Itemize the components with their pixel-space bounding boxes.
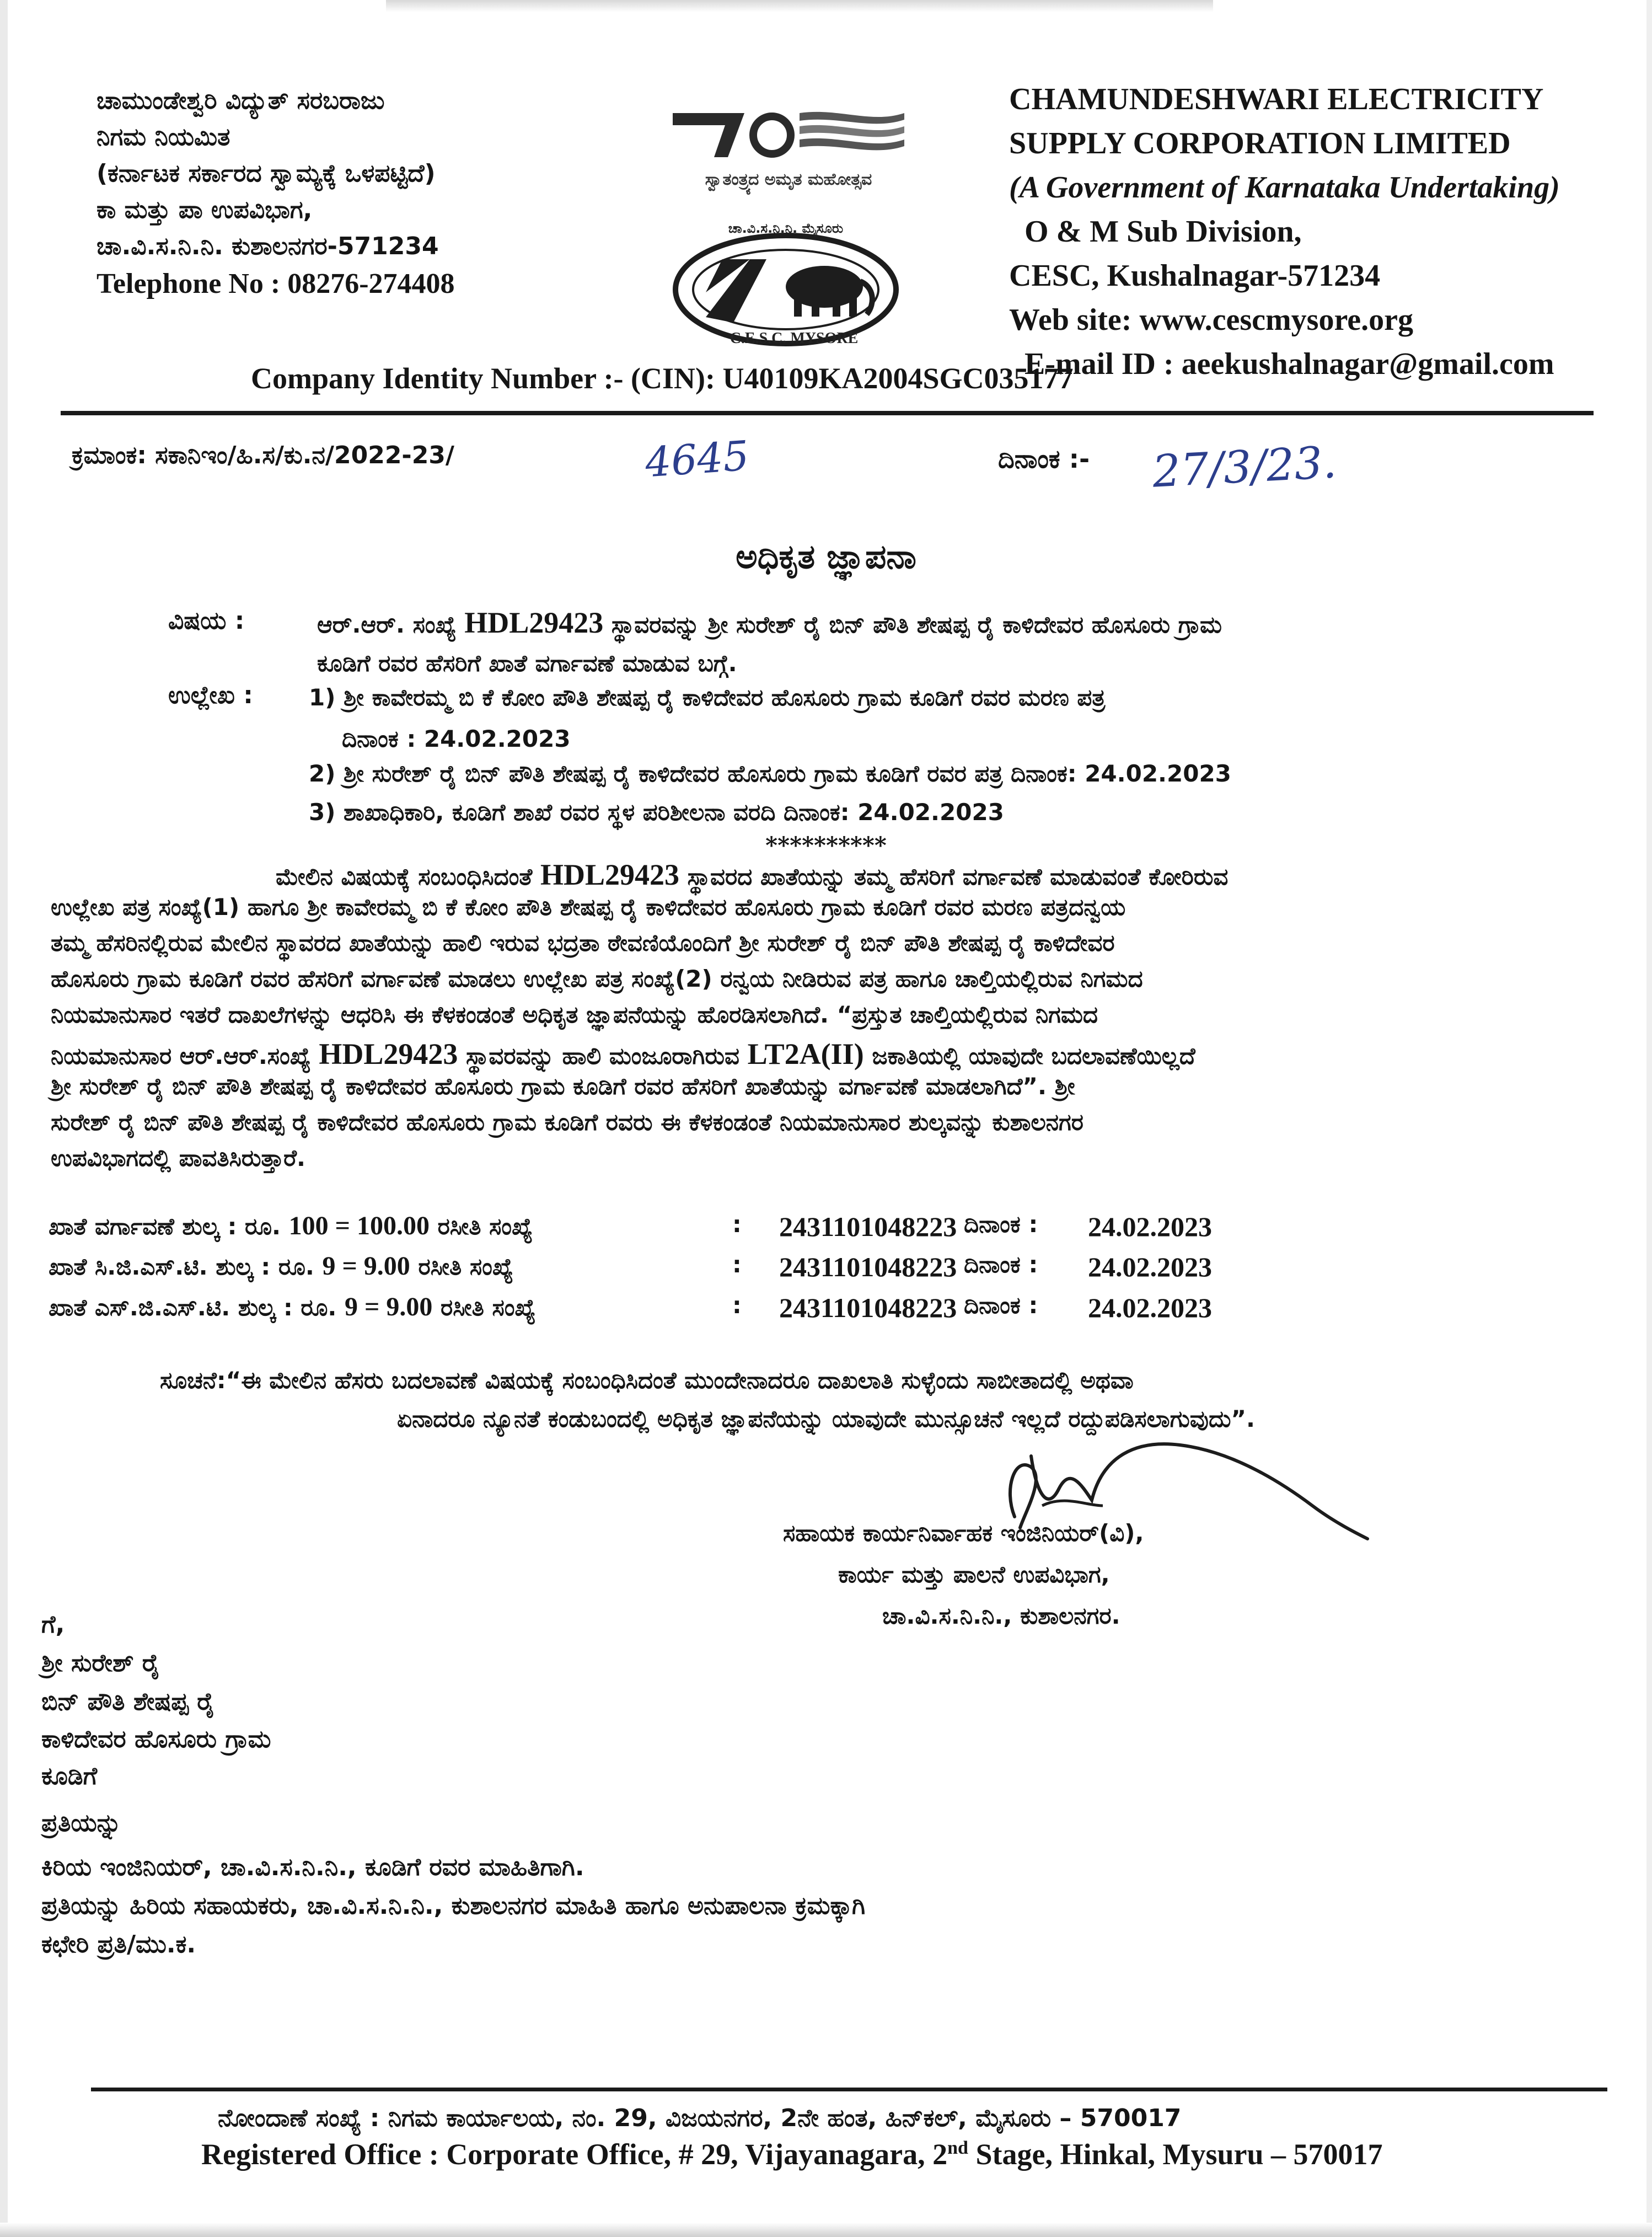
scan-edge-bottom <box>0 2223 1652 2237</box>
body-line-2: ಉಲ್ಲೇಖ ಪತ್ರ ಸಂಖ್ಯೆ(1) ಹಾಗೂ ಶ್ರೀ ಕಾವೇರಮ್ಮ ಬಿ ಕೆ ಕೋಂ ಪೌತಿ ಶೇಷಪ್ಪ ರೈ ಕಾಳಿದೇವರ ಹೊಸೂರು ಗ್ರಾಮ ಕೂಡಿಗೆ ರವರ ಮರಣ ಪತ್ರದನ್ವಯ <box>51 893 1126 921</box>
footer-en-post: Stage, Hinkal, Mysuru – 570017 <box>968 2138 1383 2171</box>
fee-label: ಖಾತೆ ಸಿ.ಜಿ.ಎಸ್.ಟಿ. ಶುಲ್ಕ : ರೂ. <box>49 1253 314 1280</box>
seal-bottom-text: C.E.S.C. MYSORE <box>730 330 859 347</box>
reference-3: 3) ಶಾಖಾಧಿಕಾರಿ, ಕೂಡಿಗೆ ಶಾಖೆ ರವರ ಸ್ಥಳ ಪರಿಶೀಲನಾ ವರದಿ ದಿನಾಂಕ: 24.02.2023 <box>309 799 1004 826</box>
office-address-en: CESC, Kushalnagar-571234 <box>1009 259 1381 293</box>
receipt-number: 2431101048223 <box>779 1292 957 1323</box>
email-id: E-mail ID : aeekushalnagar@gmail.com <box>1025 347 1554 381</box>
company-name-kn-1: ಚಾಮುಂಡೇಶ್ವರಿ ವಿದ್ಯುತ್ ಸರಬರಾಜು <box>96 87 385 115</box>
fee-amount: 100 = 100.00 <box>288 1211 430 1240</box>
body-line-7: ಶ್ರೀ ಸುರೇಶ್ ರೈ ಬಿನ್ ಪೌತಿ ಶೇಷಪ್ಪ ರೈ ಕಾಳಿದೇವರ ಹೊಸೂರು ಗ್ರಾಮ ಕೂಡಿಗೆ ರವರ ಹೆಸರಿಗೆ ಖಾತೆಯನ್ನು ವರ್ಗಾವಣೆ ಮಾಡಲಾಗಿದೆ”. ಶ್ರೀ <box>51 1073 1075 1100</box>
receipt-date-label: ದಿನಾಂಕ : <box>964 1251 1038 1278</box>
references-label: ಉಲ್ಲೇಖ : <box>168 681 253 709</box>
fee-colon: : <box>732 1251 742 1278</box>
copy-to-label: ಪ್ರತಿಯನ್ನು <box>41 1809 121 1837</box>
copy-to-line-1: ಕಿರಿಯ ಇಂಜಿನಿಯರ್, ಚಾ.ವಿ.ಸ.ನಿ.ನಿ., ಕೂಡಿಗೆ ರವರ ಮಾಹಿತಿಗಾಗಿ. <box>41 1853 584 1881</box>
fee-colon: : <box>732 1211 742 1238</box>
govt-undertaking-kn: (ಕರ್ನಾಟಕ ಸರ್ಕಾರದ ಸ್ವಾಮ್ಯಕ್ಕೆ ಒಳಪಟ್ಟಿದೆ) <box>96 159 436 188</box>
receipt-date-label: ದಿನಾಂಕ : <box>964 1292 1038 1319</box>
body-l6-mid: ಸ್ಥಾವರವನ್ನು ಹಾಲಿ ಮಂಜೂರಾಗಿರುವ <box>466 1042 739 1069</box>
footer-en-sup: nd <box>947 2138 968 2158</box>
registered-office-en <box>201 2137 1383 2171</box>
scan-edge-left <box>0 0 8 2237</box>
date-label: ದಿನಾಂಕ :- <box>998 444 1090 474</box>
letterhead-english <box>1009 77 1638 386</box>
office-address-kn: ಚಾ.ವಿ.ಸ.ನಿ.ನಿ. ಕುಶಾಲನಗರ-571234 <box>96 232 439 260</box>
addressee-to: ಗೆ, <box>41 1610 65 1639</box>
telephone-number: Telephone No : 08276-274408 <box>96 268 455 299</box>
receipt-date: 24.02.2023 <box>1088 1251 1212 1282</box>
receipt-label: ರಸೀತಿ ಸಂಖ್ಯೆ <box>441 1294 536 1321</box>
website: Web site: www.cescmysore.org <box>1009 303 1414 337</box>
company-name-kn-2: ನಿಗಮ ನಿಯಮಿತ <box>96 123 230 151</box>
footer-en-pre: Registered Office : Corporate Office, # 29, Vijayanagara, 2 <box>201 2138 948 2171</box>
body-line-8: ಸುರೇಶ್ ರೈ ಬಿನ್ ಪೌತಿ ಶೇಷಪ್ಪ ರೈ ಕಾಳಿದೇವರ ಹೊಸೂರು ಗ್ರಾಮ ಕೂಡಿಗೆ ರವರು ಈ ಕೆಳಕಂಡಂತೆ ನಿಯಮಾನುಸಾರ ಶುಲ್ಕವನ್ನು ಕುಶಾಲನಗರ <box>51 1109 1084 1136</box>
note-line-2: ಏನಾದರೂ ನ್ಯೂನತೆ ಕಂಡುಬಂದಲ್ಲಿ ಅಧಿಕೃತ ಜ್ಞಾಪನೆಯನ್ನು ಯಾವುದೇ ಮುನ್ಸೂಚನೆ ಇಲ್ಲದೆ ರದ್ದುಪಡಿಸಲಾಗುವುದು”. <box>397 1405 1255 1432</box>
receipt-label: ರಸೀತಿ ಸಂಖ್ಯೆ <box>437 1213 533 1240</box>
fee-amount: 9 = 9.00 <box>345 1292 433 1321</box>
receipt-number: 2431101048223 <box>779 1251 957 1282</box>
addressee-line-1: ಶ್ರೀ ಸುರೇಶ್ ರೈ <box>41 1649 160 1677</box>
receipt-number: 2431101048223 <box>779 1211 957 1242</box>
body-line-9: ಉಪವಿಭಾಗದಲ್ಲಿ ಪಾವತಿಸಿರುತ್ತಾರೆ. <box>51 1144 306 1171</box>
registered-office-kn: ನೋಂದಾಣೆ ಸಂಖ್ಯೆ : ನಿಗಮ ಕಾರ್ಯಾಲಯ, ನಂ. 29, ವಿಜಯನಗರ, 2ನೇ ಹಂತ, ಹಿನ್‌ಕಲ್, ಮೈಸೂರು – 570017 <box>218 2104 1182 2132</box>
fee-row-transfer <box>49 1211 1212 1242</box>
signatory-designation: ಸಹಾಯಕ ಕಾರ್ಯನಿರ್ವಾಹಕ ಇಂಜಿನಿಯರ್(ವಿ), <box>783 1519 1144 1546</box>
handwritten-reference-number: 4645 <box>643 432 751 487</box>
seal-top-text: ಚಾ.ವಿ.ಸ.ನಿ.ನಿ. ಮೈಸೂರು <box>728 221 844 236</box>
document-title: ಅಧಿಕೃತ ಜ್ಞಾಪನಾ <box>736 538 916 576</box>
addressee-line-3: ಕಾಳಿದೇವರ ಹೊಸೂರು ಗ್ರಾಮ <box>41 1725 271 1753</box>
body-l6-rr: HDL29423 <box>319 1037 458 1071</box>
body-line-5: ನಿಯಮಾನುಸಾರ ಇತರೆ ದಾಖಲೆಗಳನ್ನು ಆಧರಿಸಿ ಈ ಕೆಳಕಂಡಂತೆ ಅಧಿಕೃತ ಜ್ಞಾಪನೆಯನ್ನು ಹೊರಡಿಸಲಾಗಿದೆ. “ಪ್ರಸ್ತುತ ಚಾಲ್ತಿಯಲ್ಲಿರುವ ನಿಗಮದ <box>51 1001 1098 1028</box>
body-l6-pre: ನಿಯಮಾನುಸಾರ ಆರ್.ಆರ್.ಸಂಖ್ಯೆ <box>51 1042 311 1069</box>
company-name-en-1: CHAMUNDESHWARI ELECTRICITY <box>1009 82 1544 116</box>
signatory-subdivision: ಕಾರ್ಯ ಮತ್ತು ಪಾಲನೆ ಉಪವಿಭಾಗ, <box>838 1561 1110 1588</box>
separator-stars: ********** <box>765 832 887 859</box>
fee-label: ಖಾತೆ ಎಸ್.ಜಿ.ಎಸ್.ಟಿ. ಶುಲ್ಕ : ರೂ. <box>49 1294 337 1321</box>
subject-line-2: ಕೂಡಿಗೆ ರವರ ಹೆಸರಿಗೆ ಖಾತೆ ವರ್ಗಾವಣೆ ಮಾಡುವ ಬಗ್ಗೆ. <box>317 650 737 677</box>
subject-post: ಸ್ಥಾವರವನ್ನು ಶ್ರೀ ಸುರೇಶ್ ರೈ ಬಿನ್ ಪೌತಿ ಶೇಷಪ್ಪ ರೈ ಕಾಳಿದೇವರ ಹೊಸೂರು ಗ್ರಾಮ <box>611 611 1222 638</box>
body-line-4: ಹೊಸೂರು ಗ್ರಾಮ ಕೂಡಿಗೆ ರವರ ಹೆಸರಿಗೆ ವರ್ಗಾವಣೆ ಮಾಡಲು ಉಲ್ಲೇಖ ಪತ್ರ ಸಂಖ್ಯೆ(2) ರನ್ವಯ ನೀಡಿರುವ ಪತ್ರ ಹಾಗೂ ಚಾಲ್ತಿಯಲ್ಲಿರುವ ನಿಗಮದ <box>51 965 1143 992</box>
handwritten-date: 27/3/23. <box>1151 436 1338 497</box>
subdivision-en: O & M Sub Division, <box>1025 215 1302 249</box>
body-l6-post: ಜಕಾತಿಯಲ್ಲಿ ಯಾವುದೇ ಬದಲಾವಣೆಯಿಲ್ಲದೆ <box>872 1042 1195 1069</box>
subject-rr-number: HDL29423 <box>464 606 604 639</box>
subject-pre: ಆರ್.ಆರ್. ಸಂಖ್ಯೆ <box>317 611 457 638</box>
addressee-line-4: ಕೂಡಿಗೆ <box>41 1762 98 1790</box>
scan-edge-right <box>1646 0 1652 2237</box>
letterhead-kannada <box>96 83 615 302</box>
subject-line-1 <box>317 606 1222 640</box>
subject-label: ವಿಷಯ : <box>168 607 245 635</box>
body-l1-pre: ಮೇಲಿನ ವಿಷಯಕ್ಕೆ ಸಂಬಂಧಿಸಿದಂತೆ <box>276 863 533 890</box>
body-l6-tariff: LT2A(II) <box>747 1037 864 1071</box>
addressee-line-2: ಬಿನ್ ಪೌತಿ ಶೇಷಪ್ಪ ರೈ <box>41 1688 215 1716</box>
azadi-ka-amrit-mahotsav-logo <box>662 91 915 207</box>
receipt-date-label: ದಿನಾಂಕ : <box>964 1211 1038 1238</box>
reference-1-line-1: 1) ಶ್ರೀ ಕಾವೇರಮ್ಮ ಬಿ ಕೆ ಕೋಂ ಪೌತಿ ಶೇಷಪ್ಪ ರೈ ಕಾಳಿದೇವರ ಹೊಸೂರು ಗ್ರಾಮ ಕೂಡಿಗೆ ರವರ ಮರಣ ಪತ್ರ <box>309 684 1106 711</box>
subdivision-kn: ಕಾ ಮತ್ತು ಪಾ ಉಪವಿಭಾಗ, <box>96 196 313 224</box>
footer-divider <box>91 2088 1607 2091</box>
body-l1-rr: HDL29423 <box>540 858 679 891</box>
receipt-label: ರಸೀತಿ ಸಂಖ್ಯೆ <box>418 1253 513 1280</box>
body-line-1 <box>276 858 1228 892</box>
copy-to-line-3: ಕಛೇರಿ ಪ್ರತಿ/ಮು.ಕ. <box>41 1930 196 1958</box>
reference-2: 2) ಶ್ರೀ ಸುರೇಶ್ ರೈ ಬಿನ್ ಪೌತಿ ಶೇಷಪ್ಪ ರೈ ಕಾಳಿದೇವರ ಹೊಸೂರು ಗ್ರಾಮ ಕೂಡಿಗೆ ರವರ ಪತ್ರ ದಿನಾಂಕ: 24.02.2023 <box>309 760 1231 787</box>
copy-to-line-2: ಪ್ರತಿಯನ್ನು ಹಿರಿಯ ಸಹಾಯಕರು, ಚಾ.ವಿ.ಸ.ನಿ.ನಿ., ಕುಶಾಲನಗರ ಮಾಹಿತಿ ಹಾಗೂ ಅನುಪಾಲನಾ ಕ್ರಮಕ್ಕಾಗಿ <box>41 1892 866 1920</box>
header-divider <box>61 411 1594 415</box>
fee-colon: : <box>732 1292 742 1319</box>
body-line-3: ತಮ್ಮ ಹೆಸರಿನಲ್ಲಿರುವ ಮೇಲಿನ ಸ್ಥಾವರದ ಖಾತೆಯನ್ನು ಹಾಲಿ ಇರುವ ಭದ್ರತಾ ಠೇವಣಿಯೊಂದಿಗೆ ಶ್ರೀ ಸುರೇಶ್ ರೈ ಬಿನ್ ಪೌತಿ ಶೇಷಪ್ಪ ರೈ ಕಾಳಿದೇವರ <box>51 929 1115 956</box>
company-identity-number: Company Identity Number :- (CIN): U40109KA2004SGC035177 <box>251 362 1074 395</box>
note-line-1: ಸೂಚನೆ:“ಈ ಮೇಲಿನ ಹೆಸರು ಬದಲಾವಣೆ ವಿಷಯಕ್ಕೆ ಸಂಬಂಧಿಸಿದಂತೆ ಮುಂದೇನಾದರೂ ದಾಖಲಾತಿ ಸುಳ್ಳೆಂದು ಸಾಬೀತಾದಲ್ಲಿ ಅಥವಾ <box>160 1367 1134 1394</box>
scan-edge-top <box>386 0 1213 12</box>
reference-1-line-2: ದಿನಾಂಕ : 24.02.2023 <box>342 725 571 752</box>
receipt-date: 24.02.2023 <box>1088 1211 1212 1242</box>
cesc-seal-logo <box>667 221 904 347</box>
company-name-en-2: SUPPLY CORPORATION LIMITED <box>1009 126 1511 160</box>
reference-number-label: ಕ್ರಮಾಂಕ: ಸಕಾನಿಇಂ/ಹಿ.ಸ/ಕು.ನ/2022-23/ <box>72 441 454 469</box>
govt-undertaking-en: (A Government of Karnataka Undertaking) <box>1009 170 1560 205</box>
body-line-6 <box>51 1037 1195 1071</box>
fee-row-cgst <box>49 1251 1212 1282</box>
fee-row-sgst <box>49 1292 1212 1323</box>
fee-amount: 9 = 9.00 <box>322 1251 410 1281</box>
signatory-office: ಚಾ.ವಿ.ಸ.ನಿ.ನಿ., ಕುಶಾಲನಗರ. <box>882 1602 1120 1629</box>
body-l1-post: ಸ್ಥಾವರದ ಖಾತೆಯನ್ನು ತಮ್ಮ ಹೆಸರಿಗೆ ವರ್ಗಾವಣೆ ಮಾಡುವಂತೆ ಕೋರಿರುವ <box>687 863 1229 890</box>
fee-label: ಖಾತೆ ವರ್ಗಾವಣೆ ಶುಲ್ಕ : ರೂ. <box>49 1213 281 1240</box>
logo-top-text: ಸ್ವಾತಂತ್ರ್ಯದ ಅಮೃತ ಮಹೋತ್ಸವ <box>705 170 872 189</box>
receipt-date: 24.02.2023 <box>1088 1292 1212 1323</box>
